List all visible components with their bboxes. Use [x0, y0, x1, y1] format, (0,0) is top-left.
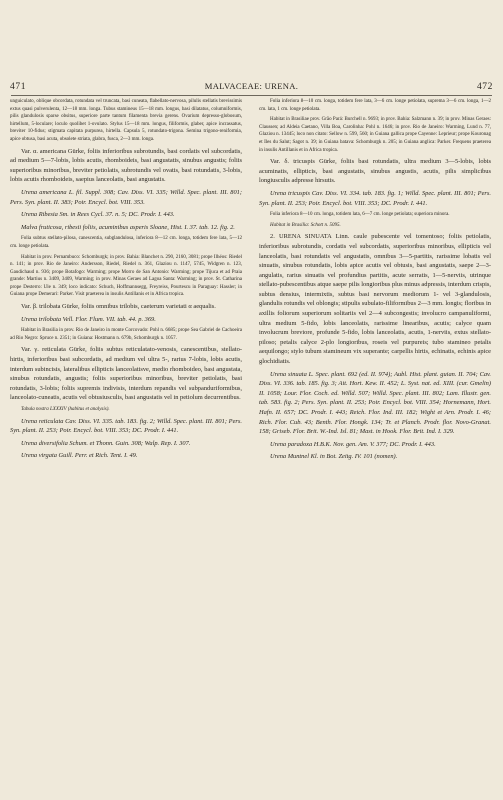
paragraph: Urena reticulata Cav. Diss. VI. 335. tab. 183. fig. 2; Willd. Spec. plant. III. 801; Pers. Syn. plant. II. 253; Poir. Encycl. bot. VIII. 353; DC. Prodr. I. 441. [10, 417, 242, 435]
right-page-number: 472 [476, 82, 493, 92]
paragraph: Urena sinuata L. Spec. plant. 692 (ed. II. 974); Aubl. Hist. plant. guian. II. 704; Cav. Diss. VI. 336. tab. 185. fig. 3; Ait. Hort. Kew. II. 452; L. Syst. nat. ed. XIII. (cur. Gmelin) II. 1058; Lour. Flor. Coch. ed. Willd. 507; Willd. Spec. plant. III. 802; Lam. Illustr. gen. tab. 583. fig. 2; Pers. Syn. plant. II. 253; Poir. Encycl. bot. VIII. 354; Hornemann, Hort. Hafn. II. 657; DC. Prodr. I. 443; Reich. Flor. Ind. III. 182; Wight et Arn. Prodr. I. 46; Rich. Flor. Cub. 43; Benth. Flor. Hongk. 134; Tr. et Planch. Prodr. flor. Novo-Granat. 158; Griseb. Flor. Brit. W.-Ind. Isl. 81; Mast. in Hook. Flor. Brit. Ind. I. 329. [259, 370, 491, 436]
paragraph: unguiculato, oblique obcordata, rotundata vel truncata, basi cuneata, flabellato-nervosa, pilulis stellatis brevissimis extus quasi pulverulenta, 12—18 mm. longa. Tubus stamineus 15—18 mm. longus, basi dilatatus, columniformis, pilis glandulosis sparse obsitus, superiore parte tantum filamenta brevia gerens. Ovarium depresso-globosum, hirtellum, 5-loculare; loculo quolibet 1-ovulato. Stylus 15—18 mm. longus, filiformis, glaber, apice incrassatus, breviter 10-fidus; stigmata capitata purpurea, hirtella. Capsula 5, rotundato-trigona. Semina trigono-reniformia, apice obtusa, basi acuta, obsolete striata, glabra, fusca, 2—3 mm. longa. [10, 99, 242, 142]
paragraph: Folia inferiora 8—10 cm. longa, totidem fere lata, 3—6 cm. longe petiolata, suprema 3—6 cm. longa, 1—2 cm. lata, 1 cm. longe petiolata. [259, 99, 491, 112]
paragraph: Var. α. americana Gürke, foliis inferioribus subrotundis, basi cordatis vel subcordatis, ad medium 5—7-lobis, lobis acutis, rhomboideis, basi angustatis, sinubus angustis; foliis superioribus minoribus, breviter petiolatis, subrotundis vel ovatis, basi rotundatis, 3-lobis, lobis acutis rhomboideis, saepius lanceolatis, basi angustatis. [10, 147, 242, 184]
paragraph: Malva fruticosa, ribesii foliis, acuminibus asperis Sloane, Hist. I. 37. tab. 12. fig. 2. [21, 223, 235, 231]
paragraph: Folia subtus stellato-pilosa, canescentia, subglandulosa, inferiora 8—12 cm. longa, totidem fere lata, 5—12 cm. longe petiolata. [10, 236, 242, 249]
paragraph: Urena americana L. fil. Suppl. 308; Cav. Diss. VI. 335; Willd. Spec. plant. III. 801; Pers. Syn. plant. II. 383; Poir. Encycl. bot. VIII. 353. [10, 188, 242, 206]
paragraph: Urena virgata Guill. Perr. et Rich. Tent. I. 49. [21, 452, 138, 460]
right-column [259, 98, 491, 465]
paragraph: Urena paradoxa H.B.K. Nov. gen. Am. V. 377; DC. Prodr. I. 443. [270, 440, 436, 448]
paragraph: Var. δ. tricuspis Gürke, foliis basi rotundatis, ultra medium 3—5-lobis, lobis acuminatis, ellipticis, basi angustatis, sinubus angustis, acutis, pilis simplicibus longiusculis adpresse hirsutis. [259, 158, 491, 185]
running-title: MALVACEAE: URENA. [204, 81, 299, 91]
paragraph: Habitat in Brasiliae prov. Grão Pará: Burchell n. 9693; in prov. Bahia: Salzmann n. 39; in prov. Minas Geraes: Claussen; ad Aldeia Caetano, Villa Boa, Carolinha: Pohl n. 1646; in prov. Rio de Janeiro: Warming, Lund n. 77, Glaziou n. 13445; loco non citato: Sellow n. 599, 560; in Guiana gallica prope Cayenne: Leprieur; prope Kouronag et Iles du Salut; Sagot n. 39; in Guiana batava: Schomburgk n. 205; in Guiana anglica: Parker. Frequens praeterea in insulis Antillanis et in Africa tropica. [259, 117, 491, 153]
paragraph: Tabula nostra LXXXIV (habitus et analysis). [21, 407, 110, 412]
paragraph: Urena trilobata Vell. Flor. Flum. VII. tab. 44. p. 369. [21, 315, 156, 323]
paragraph: 2. URENA SINUATA Linn. caule pubescente vel tomentoso; foliis petiolatis, inferioribus subrotundis, cordatis vel subcordatis, superioribus minoribus, ellipticis vel lanceolatis, basi rotundatis vel angustatis, omnibus 3—5-partitis, rarissime lobatis vel sinuatis, sinubus rotundatis, lobis apice acutis vel obtusis, basi angustatis, saepe 2—3-angulatis, rarius sinuatis vel profundius partitis, acute serratis, 1—5-nerviis, utrinque stellato-pubescentibus atque saepe pilis longioribus plus minus adpressis, interdum crispis, subtus densius, intermixtis, subtus basi nervorum mediorum 1- vel 3-glandulosis, glandulis rotundis vel oblongis; stipulis subulato-filiformibus 2—3 mm. longis; floribus in axillis foliorum superiorum solitariis vel 2—4 subcongestis; involucro campanuliformi, ultra medium 5-fido, lobis lanceolatis, rarissime linearibus, acutis; calyce quam involucrum breviore, profunde 5-fido, lobis lanceolatis, acutis, 1-nerviis, extus stellato-piloso; petalis calyce 2-plo longioribus, roseis vel purpureis; tubo stamineo petalis aequilongo; stylo tubum stamineum vix superante; carpellis hirtis, echinatis, echinis apice glochidiatis. [259, 233, 491, 366]
running-header [10, 81, 493, 95]
paragraph: Habitat in Brasilia: Schott n. 5095. [270, 222, 341, 228]
paragraph: Urena diversifolia Schum. et Thonn. Guin. 308; Walp. Rep. I. 307. [21, 439, 191, 447]
paragraph: Var. β. trilobata Gürke, foliis omnibus trilobis, caeterum varietati α aequalis. [21, 303, 216, 311]
paragraph: Urena Ribesia Sm. in Rees Cycl. 37. n. 5; DC. Prodr. I. 443. [21, 211, 175, 219]
paragraph: Urena Muntnel Kl. in Bot. Zeitg. IV. 101 (nomen). [270, 453, 398, 461]
paragraph: Urena tricuspis Cav. Diss. VI. 334. tab. 183. fig. 1; Willd. Spec. plant. III. 801; Pers. Syn. plant. II. 253; Poir. Encycl. bot. VIII. 353; DC. Prodr. I. 441. [259, 189, 491, 207]
paragraph: Habitat in Brasilia in prov. Rio de Janeiro in monte Corcovado: Pohl n. 6685; prope Sea Gabriel de Cachoeira ad Rio Negro: Spruce n. 2351; in Guiana: Hostmann n. 679b, Schomburgk n. 1057. [10, 328, 242, 341]
paragraph: Var. γ. reticulata Gürke, foliis subtus reticulatato-venosis, canescentibus, stellato-hirtis, inferioribus basi subcordatis, ad medium vel ultra 5-, rarius 7-lobis, lobis acutis, interdum subincisis, lateralibus ellipticis lanceolatisve, medio rhomboideo, basi angustata, sinubus rotundatis, angustis; foliis superioribus minoribus, breviter petiolatis, basi rotundatis, 3-lobis; foliis supremis indivisis, interdum repandis vel subpanduriformibus, lanceolato-cuneatis, acutis vel obtusiusculis, basi angustatis vel in petiolum decurrentibus. [10, 346, 242, 402]
paragraph: Folia inferiora 8—10 cm. longa, totidem lata, 6—7 cm. longe petiolata; superiora minora. [270, 212, 450, 218]
paragraph: Habitat in prov. Pernambuco: Schomburgk; in prov. Bahia: Blanchet n. 290, 2160, 3081; prope Ilhéos: Riedel n. 141; in prov. Rio de Janeiro: Andersson, Riedel, Riedel n. 361, Glaziou n. 1147, 5745, Widgren n. 123, Gaudichaud n. 936; prope Botafogo: Warming; prope Morro de San Antonio: Warming; prope Tijuca et ad Praia grande: Martius n. 3409, 3409, Warming; in prov. Minas Geraes ad Lagoa Santa: Warming; in prov. St. Catharina prope Desterro: Ule n. 349; loco indicato: Schuch, Hoffmannsegg, Freyreiss, Pourtescu in Paraguay: Hassler; in Guiana prope Demerari: Parker. Visit praeterea in insulis Antillanis et in Africa tropica. [10, 254, 242, 298]
left-column [10, 98, 242, 464]
header-rule [11, 95, 492, 96]
left-page-number: 471 [10, 82, 27, 92]
